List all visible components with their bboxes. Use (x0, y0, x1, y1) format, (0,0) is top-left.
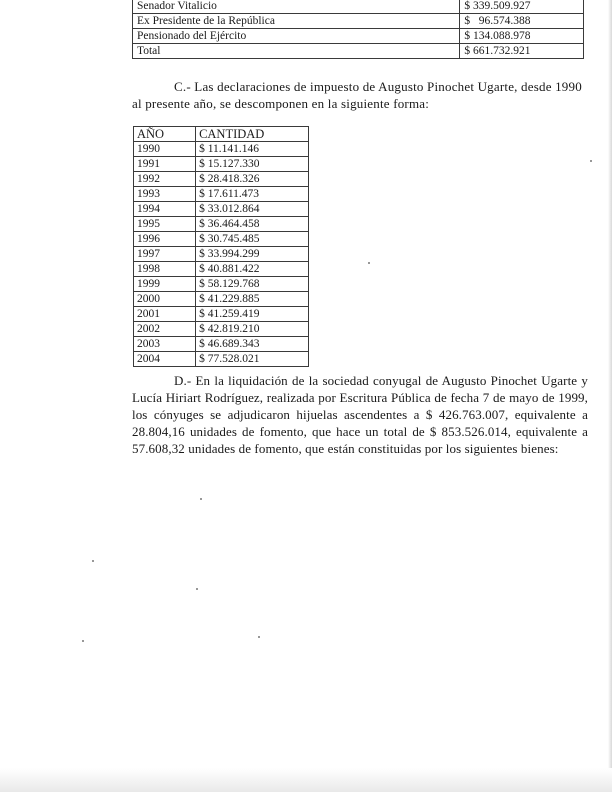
tax-row (134, 337, 309, 352)
section-c-paragraph: C.- Las declaraciones de impuesto de Augusto Pinochet Ugarte, desde 1990 al presente año, se descomponen en la siguiente forma: (132, 79, 582, 111)
tax-amount: $ 42.819.210 (196, 322, 309, 337)
tax-amount: $ 46.689.343 (196, 337, 309, 352)
tax-row (134, 277, 309, 292)
tax-amount: $ 15.127.330 (196, 157, 309, 172)
tax-row (134, 232, 309, 247)
tax-amount: $ 41.229.885 (196, 292, 309, 307)
income-label: Senador Vitalicio (133, 0, 460, 14)
tax-year: 1997 (134, 247, 196, 262)
scan-speck (368, 262, 370, 264)
tax-amount: $ 33.994.299 (196, 247, 309, 262)
tax-amount: $ 33.012.864 (196, 202, 309, 217)
tax-row (134, 307, 309, 322)
tax-year: 1999 (134, 277, 196, 292)
tax-year: 1996 (134, 232, 196, 247)
tax-row (134, 142, 309, 157)
year-column-header: AÑO (134, 127, 196, 142)
income-row (133, 44, 584, 59)
tax-year: 1993 (134, 187, 196, 202)
tax-declarations-table (133, 126, 309, 367)
tax-amount: $ 77.528.021 (196, 352, 309, 367)
tax-row (134, 292, 309, 307)
income-label: Pensionado del Ejército (133, 29, 460, 44)
tax-amount: $ 58.129.768 (196, 277, 309, 292)
tax-year: 1998 (134, 262, 196, 277)
income-table-body (133, 0, 584, 59)
tax-amount: $ 36.464.458 (196, 217, 309, 232)
income-table (132, 0, 584, 59)
income-amount: $ 339.509.927 (460, 0, 584, 14)
tax-row (134, 352, 309, 367)
tax-amount: $ 30.745.485 (196, 232, 309, 247)
tax-year: 1992 (134, 172, 196, 187)
tax-table-header-row (134, 127, 309, 142)
section-d-paragraph: D.- En la liquidación de la sociedad conyugal de Augusto Pinochet Ugarte y Lucía Hiriart Rodríguez, realizada por Escritura Pública de fecha 7 de mayo de 1999, los cónyuges se adjudicaron hijuelas ascendentes a $ 426.763.007, equivalente a 28.804,16 unidades de fomento, que hace un total de $ 853.526.014, equivalente a 57.608,32 unidades de fomento, que están constituidas por los siguientes bienes: (132, 373, 588, 456)
tax-row (134, 262, 309, 277)
income-label: Total (133, 44, 460, 59)
tax-amount: $ 41.259.419 (196, 307, 309, 322)
amount-column-header: CANTIDAD (196, 127, 309, 142)
tax-year: 1995 (134, 217, 196, 232)
tax-row (134, 157, 309, 172)
tax-year: 1990 (134, 142, 196, 157)
tax-table-body (134, 142, 309, 367)
scan-speck (258, 636, 260, 638)
income-amount: $ 134.088.978 (460, 29, 584, 44)
tax-year: 1991 (134, 157, 196, 172)
tax-year: 2004 (134, 352, 196, 367)
scan-speck (200, 498, 202, 500)
tax-row (134, 187, 309, 202)
tax-year: 2003 (134, 337, 196, 352)
tax-year: 2000 (134, 292, 196, 307)
tax-row (134, 247, 309, 262)
income-amount: $ 96.574.388 (460, 14, 584, 29)
scan-edge-shadow (608, 0, 612, 792)
tax-row (134, 322, 309, 337)
scan-speck (92, 560, 94, 562)
scan-bottom-shadow (0, 768, 612, 792)
tax-amount: $ 40.881.422 (196, 262, 309, 277)
tax-row (134, 172, 309, 187)
income-row (133, 0, 584, 14)
tax-amount: $ 17.611.473 (196, 187, 309, 202)
income-row (133, 14, 584, 29)
tax-row (134, 217, 309, 232)
tax-year: 2002 (134, 322, 196, 337)
tax-amount: $ 28.418.326 (196, 172, 309, 187)
tax-row (134, 202, 309, 217)
income-row (133, 29, 584, 44)
scan-speck (82, 640, 84, 642)
income-amount: $ 661.732.921 (460, 44, 584, 59)
income-label: Ex Presidente de la República (133, 14, 460, 29)
tax-year: 2001 (134, 307, 196, 322)
scan-speck (196, 588, 198, 590)
tax-year: 1994 (134, 202, 196, 217)
tax-amount: $ 11.141.146 (196, 142, 309, 157)
scan-speck (590, 160, 592, 162)
